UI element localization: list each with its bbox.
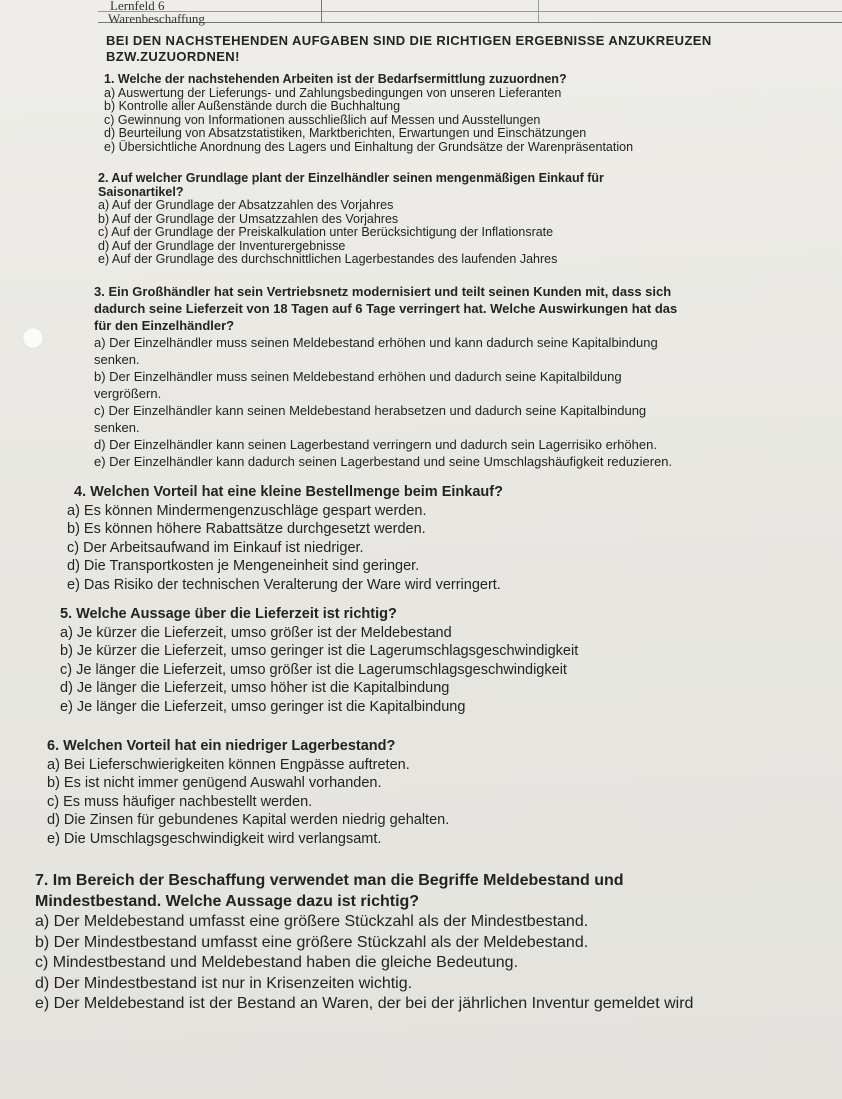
question-3 [94, 283, 677, 470]
question-2 [98, 172, 604, 267]
answer-option[interactable]: a) Je kürzer die Lieferzeit, umso größer ist der Meldebestand [60, 624, 452, 641]
answer-option[interactable]: c) Mindestbestand und Meldebestand haben die gleiche Bedeutung. [35, 954, 519, 971]
answer-option[interactable]: e) Der Einzelhändler kann dadurch seinen Lagerbestand und seine Umschlagshäufigkeit reduzieren. [94, 454, 673, 469]
punch-hole [22, 327, 44, 349]
answer-option[interactable]: b) Es können höhere Rabattsätze durchgesetzt werden. [67, 521, 426, 537]
answer-option[interactable]: c) Der Einzelhändler kann seinen Meldebestand herabsetzen und dadurch seine Kapitalbindung [94, 403, 647, 418]
answer-option[interactable]: b) Der Einzelhändler muss seinen Meldebestand erhöhen und dadurch seine Kapitalbildung [94, 369, 622, 384]
instruction-line-1: BEI DEN NACHSTEHENDEN AUFGABEN SIND DIE RICHTIGEN ERGEBNISSE ANZUKREUZEN [106, 33, 712, 48]
answer-option-continued: vergrößern. [94, 386, 162, 401]
question-title: Saisonartikel? [98, 184, 184, 199]
question-5 [60, 605, 578, 716]
answer-option[interactable]: c) Der Arbeitsaufwand im Einkauf ist niedriger. [67, 539, 364, 556]
question-title: dadurch seine Lieferzeit von 18 Tagen auf 6 Tage verringert hat. Welche Auswirkungen hat das [94, 301, 678, 316]
answer-option[interactable]: a) Es können Mindermengenzuschläge gespart werden. [67, 502, 427, 519]
answer-option[interactable]: b) Der Mindestbestand umfasst eine größere Stückzahl als der Meldebestand. [35, 933, 589, 951]
question-title: 1. Welche der nachstehenden Arbeiten ist der Bedarfsermittlung zuzuordnen? [104, 72, 567, 86]
answer-option[interactable]: d) Der Einzelhändler kann seinen Lagerbestand verringern und dadurch sein Lagerrisiko erhöhen. [94, 437, 657, 452]
header-lernfeld: Lernfeld 6 [110, 0, 165, 13]
question-title: 4. Welchen Vorteil hat eine kleine Bestellmenge beim Einkauf? [74, 484, 503, 500]
answer-option[interactable]: a) Der Einzelhändler muss seinen Meldebestand erhöhen und kann dadurch seine Kapitalbindung [94, 335, 658, 350]
answer-option[interactable]: e) Das Risiko der technischen Veralterung der Ware wird verringert. [67, 576, 501, 593]
answer-option[interactable]: c) Auf der Grundlage der Preiskalkulation unter Berücksichtigung der Inflationsrate [98, 225, 554, 239]
answer-option[interactable]: c) Es muss häufiger nachbestellt werden. [47, 793, 313, 810]
answer-option[interactable]: e) Der Meldebestand ist der Bestand an Waren, der bei der jährlichen Inventur gemeldet wird [35, 995, 694, 1012]
answer-option[interactable]: e) Die Umschlagsgeschwindigkeit wird verlangsamt. [47, 830, 382, 847]
answer-option[interactable]: e) Auf der Grundlage des durchschnittlichen Lagerbestandes des laufenden Jahres [98, 252, 558, 266]
question-1 [104, 73, 633, 154]
question-6 [47, 737, 449, 848]
question-title: Mindestbestand. Welche Aussage dazu ist richtig? [35, 892, 420, 910]
answer-option[interactable]: a) Der Meldebestand umfasst eine größere Stückzahl als der Mindestbestand. [35, 913, 589, 930]
question-4 [67, 483, 503, 594]
header-subject: Warenbeschaffung [108, 11, 205, 26]
question-7 [35, 871, 693, 1015]
answer-option[interactable]: b) Es ist nicht immer genügend Auswahl vorhanden. [47, 775, 382, 791]
answer-option[interactable]: d) Der Mindestbestand ist nur in Krisenzeiten wichtig. [35, 974, 413, 992]
instruction-line-2: BZW.ZUZUORDNEN! [106, 49, 240, 64]
answer-option[interactable]: b) Auf der Grundlage der Umsatzzahlen des Vorjahres [98, 211, 399, 226]
header-divider [321, 0, 322, 22]
question-title: 6. Welchen Vorteil hat ein niedriger Lagerbestand? [47, 738, 396, 754]
question-title: 7. Im Bereich der Beschaffung verwendet man die Begriffe Meldebestand und [35, 872, 624, 889]
answer-option[interactable]: d) Beurteilung von Absatzstatistiken, Marktberichten, Erwartungen und Einschätzungen [104, 126, 587, 140]
answer-option[interactable]: b) Je kürzer die Lieferzeit, umso geringer ist die Lagerumschlagsgeschwindigkeit [60, 643, 579, 659]
question-title: 2. Auf welcher Grundlage plant der Einzelhändler seinen mengenmäßigen Einkauf für [98, 171, 604, 185]
answer-option[interactable]: c) Gewinnung von Informationen ausschließlich auf Messen und Ausstellungen [104, 112, 541, 127]
question-title: für den Einzelhändler? [94, 318, 235, 333]
answer-option[interactable]: c) Je länger die Lieferzeit, umso größer ist die Lagerumschlagsgeschwindigkeit [60, 661, 567, 678]
header-table [98, 0, 842, 23]
answer-option[interactable]: d) Je länger die Lieferzeit, umso höher ist die Kapitalbindung [60, 680, 450, 696]
answer-option-continued: senken. [94, 420, 140, 435]
answer-option[interactable]: d) Die Transportkosten je Mengeneinheit sind geringer. [67, 558, 420, 574]
answer-option[interactable]: e) Je länger die Lieferzeit, umso geringer ist die Kapitalbindung [60, 698, 466, 715]
answer-option-continued: senken. [94, 352, 140, 367]
answer-option[interactable]: e) Übersichtliche Anordnung des Lagers und Einhaltung der Grundsätze der Warenpräsentation [104, 139, 634, 154]
answer-option[interactable]: b) Kontrolle aller Außenstände durch die Buchhaltung [104, 99, 401, 113]
question-title: 5. Welche Aussage über die Lieferzeit ist richtig? [60, 606, 397, 622]
question-title: 3. Ein Großhändler hat sein Vertriebsnetz modernisiert und teilt seinen Kunden mit, dass sich [94, 284, 672, 299]
answer-option[interactable]: d) Die Zinsen für gebundenes Kapital werden niedrig gehalten. [47, 812, 450, 828]
answer-option[interactable]: a) Bei Lieferschwierigkeiten können Engpässe auftreten. [47, 756, 410, 773]
header-divider [538, 0, 539, 22]
answer-option[interactable]: a) Auf der Grundlage der Absatzzahlen des Vorjahres [98, 198, 394, 212]
answer-option[interactable]: d) Auf der Grundlage der Inventurergebnisse [98, 238, 346, 253]
answer-option[interactable]: a) Auswertung der Lieferungs- und Zahlungsbedingungen von unseren Lieferanten [104, 85, 562, 100]
